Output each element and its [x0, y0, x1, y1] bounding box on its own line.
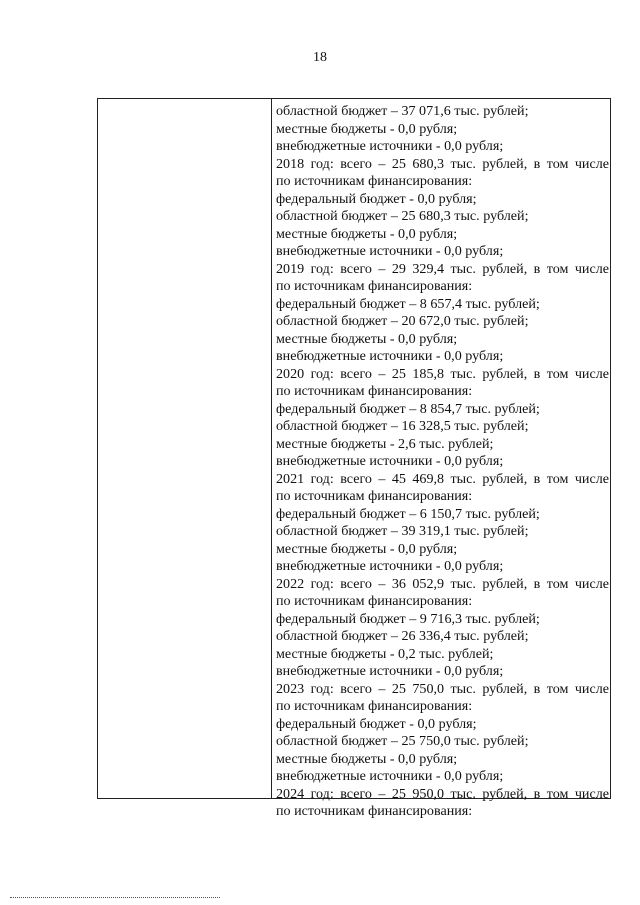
text-line: местные бюджеты - 0,2 тыс. рублей;: [276, 645, 494, 662]
text-line: местные бюджеты - 2,6 тыс. рублей;: [276, 435, 494, 452]
text-line: 2024 год: всего – 25 950,0 тыс. рублей, в том числе: [276, 785, 609, 802]
text-line: по источникам финансирования:: [276, 488, 473, 504]
text-line: по источникам финансирования:: [276, 803, 473, 819]
text-line: внебюджетные источники - 0,0 рубля;: [276, 768, 504, 784]
text-line: внебюджетные источники - 0,0 рубля;: [276, 138, 504, 154]
text-line: федеральный бюджет – 8 854,7 тыс. рублей;: [276, 400, 540, 417]
text-line: местные бюджеты - 0,0 рубля;: [276, 750, 458, 767]
text-line: по источникам финансирования:: [276, 698, 473, 714]
text-line: 2023 год: всего – 25 750,0 тыс. рублей, в том числе: [276, 680, 609, 697]
text-line: областной бюджет – 25 750,0 тыс. рублей;: [276, 733, 529, 749]
footer-rule: [10, 897, 220, 898]
text-line: по источникам финансирования:: [276, 383, 473, 399]
text-line: областной бюджет – 25 680,3 тыс. рублей;: [276, 208, 529, 224]
text-line: областной бюджет – 26 336,4 тыс. рублей;: [276, 628, 529, 644]
text-line: местные бюджеты - 0,0 рубля;: [276, 120, 458, 137]
text-line: по источникам финансирования:: [276, 173, 473, 189]
text-line: 2021 год: всего – 45 469,8 тыс. рублей, в том числе: [276, 470, 609, 487]
text-line: областной бюджет – 20 672,0 тыс. рублей;: [276, 313, 529, 329]
text-line: внебюджетные источники - 0,0 рубля;: [276, 453, 504, 469]
financing-table: [97, 98, 611, 819]
text-line: внебюджетные источники - 0,0 рубля;: [276, 558, 504, 574]
text-line: внебюджетные источники - 0,0 рубля;: [276, 243, 504, 259]
text-line: внебюджетные источники - 0,0 рубля;: [276, 663, 504, 679]
text-line: областной бюджет – 39 319,1 тыс. рублей;: [276, 523, 529, 539]
page-number: 18: [313, 50, 327, 65]
text-line: местные бюджеты - 0,0 рубля;: [276, 540, 458, 557]
text-line: областной бюджет – 16 328,5 тыс. рублей;: [276, 418, 529, 434]
text-line: местные бюджеты - 0,0 рубля;: [276, 225, 458, 242]
text-line: федеральный бюджет – 6 150,7 тыс. рублей;: [276, 505, 540, 522]
text-line: 2018 год: всего – 25 680,3 тыс. рублей, в том числе: [276, 155, 609, 172]
text-line: по источникам финансирования:: [276, 593, 473, 609]
text-line: местные бюджеты - 0,0 рубля;: [276, 330, 458, 347]
text-line: 2020 год: всего – 25 185,8 тыс. рублей, в том числе: [276, 365, 609, 382]
text-line: 2019 год: всего – 29 329,4 тыс. рублей, в том числе: [276, 260, 609, 277]
text-line: федеральный бюджет – 8 657,4 тыс. рублей;: [276, 295, 540, 312]
text-line: по источникам финансирования:: [276, 278, 473, 294]
column-divider: [271, 99, 272, 798]
financing-text-cell: [276, 103, 609, 821]
text-line: федеральный бюджет - 0,0 рубля;: [276, 190, 477, 207]
text-line: федеральный бюджет - 0,0 рубля;: [276, 715, 477, 732]
text-line: 2022 год: всего – 36 052,9 тыс. рублей, в том числе: [276, 575, 609, 592]
text-line: федеральный бюджет – 9 716,3 тыс. рублей;: [276, 610, 540, 627]
text-line: областной бюджет – 37 071,6 тыс. рублей;: [276, 103, 529, 119]
text-line: внебюджетные источники - 0,0 рубля;: [276, 348, 504, 364]
